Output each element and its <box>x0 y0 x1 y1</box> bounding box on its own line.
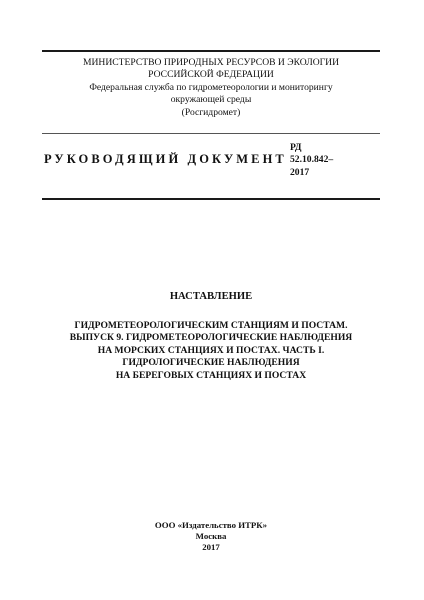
publisher-name: ООО «Издательство ИТРК» <box>154 520 268 530</box>
subtitle-line: ВЫПУСК 9. ГИДРОМЕТЕОРОЛОГИЧЕСКИЕ НАБЛЮДЕНИЯ <box>69 332 353 344</box>
ministry-line: окружающей среды <box>170 94 252 106</box>
main-title: НАСТАВЛЕНИЕ <box>169 291 253 302</box>
document-number <box>290 142 333 179</box>
document-number-line: 52.10.842– <box>290 154 334 166</box>
document-type-label: РУКОВОДЯЩИЙ ДОКУМЕНТ <box>44 152 287 166</box>
document-subtitle <box>42 320 380 382</box>
document-number-line: РД <box>290 142 302 153</box>
publisher-block <box>42 520 380 554</box>
subtitle-line: НА БЕРЕГОВЫХ СТАНЦИЯХ И ПОСТАХ <box>115 369 307 381</box>
middle-rule <box>42 133 380 134</box>
ministry-line: РОССИЙСКОЙ ФЕДЕРАЦИИ <box>148 69 274 81</box>
ministry-line: (Росгидромет) <box>181 106 241 118</box>
publication-year: 2017 <box>202 542 220 553</box>
subtitle-line: ГИДРОЛОГИЧЕСКИЕ НАБЛЮДЕНИЯ <box>122 357 300 369</box>
ministry-line: МИНИСТЕРСТВО ПРИРОДНЫХ РЕСУРСОВ И ЭКОЛОГИИ <box>82 57 340 68</box>
publisher-city: Москва <box>195 531 227 542</box>
subtitle-line: ГИДРОМЕТЕОРОЛОГИЧЕСКИМ СТАНЦИЯМ И ПОСТАМ. <box>74 320 348 331</box>
subtitle-line: НА МОРСКИХ СТАНЦИЯХ И ПОСТАХ. ЧАСТЬ I. <box>97 344 325 356</box>
top-rule <box>42 50 380 52</box>
bottom-rule <box>42 198 380 200</box>
document-number-line: 2017 <box>290 166 310 178</box>
ministry-line: Федеральная служба по гидрометеорологии и мониторингу <box>89 81 333 93</box>
ministry-header <box>42 57 380 119</box>
